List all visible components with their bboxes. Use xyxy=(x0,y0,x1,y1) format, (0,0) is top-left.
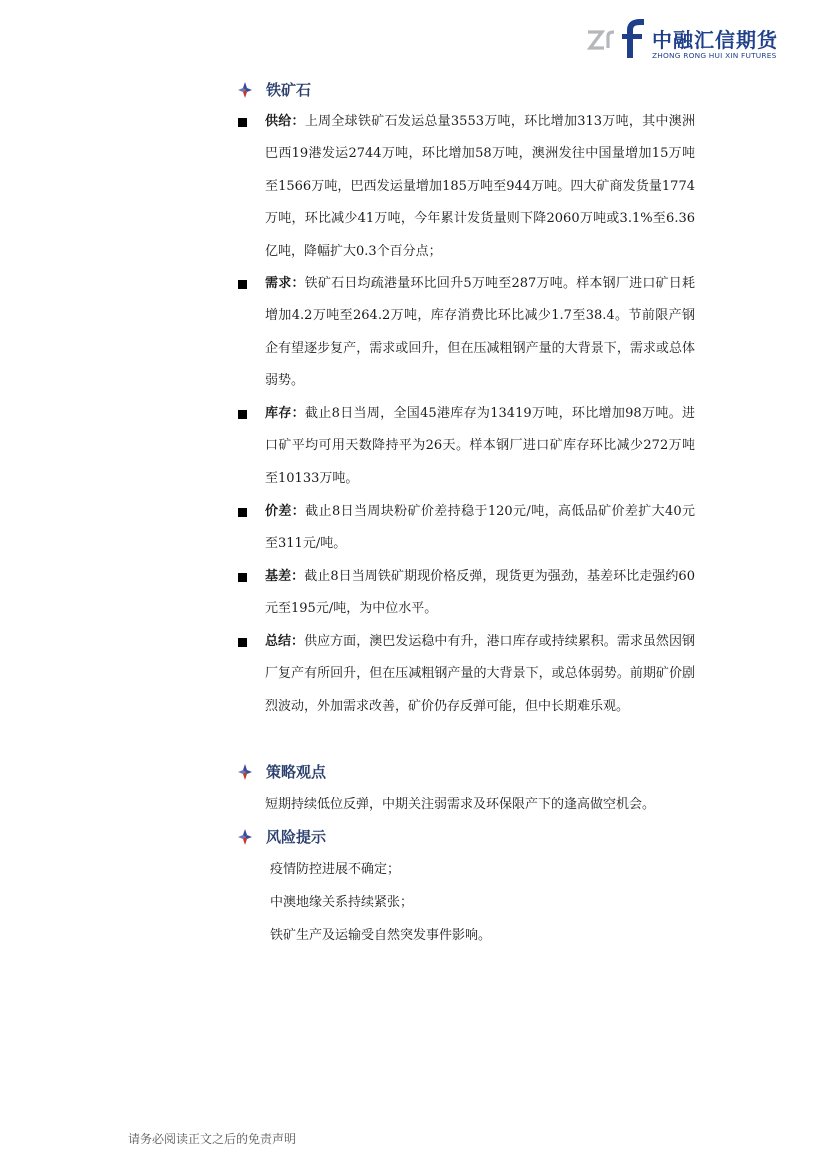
paragraph-basis: 基差：截止8日当周铁矿期现价格反弹，现货更为强劲，基差环比走强约60元至195元/吨，为中位水平。 xyxy=(265,569,695,617)
risk-item: 铁矿生产及运输受自然突发事件影响。 xyxy=(270,928,492,943)
square-bullet-icon xyxy=(238,508,247,517)
diamond-bullet-icon xyxy=(238,82,252,98)
footer-disclaimer: 请务必阅读正文之后的免责声明 xyxy=(128,1132,297,1146)
paragraph-spread: 价差：截止8日当周块粉矿价差持稳于120元/吨，高低品矿价差扩大40元至311元/吨。 xyxy=(265,504,695,552)
paragraph-demand: 需求：铁矿石日均疏港量环比回升5万吨至287万吨。样本钢厂进口矿日耗增加4.2万吨至264.2万吨，库存消费比环比减少1.7至38.4。节前限产钢企有望逐步复产，需求或回升，但在压减粗钢产量的大背景下，需求或总体弱势。 xyxy=(265,276,695,389)
risk-item: 中澳地缘关系持续紧张； xyxy=(270,895,414,910)
diamond-bullet-icon xyxy=(238,829,252,845)
square-bullet-icon xyxy=(238,118,247,127)
logo-chinese-name: 中融汇信期货 xyxy=(652,28,778,52)
risk-item: 疫情防控进展不确定； xyxy=(270,862,401,877)
zrf-logo-icon xyxy=(586,18,650,64)
paragraph-supply: 供给：上周全球铁矿石发运总量3553万吨，环比增加313万吨，其中澳洲巴西19港发运2744万吨，环比增加58万吨，澳洲发往中国量增加15万吨至1566万吨，巴西发运量增加185万吨至944万吨。四大矿商发货量1774万吨，环比减少41万吨，今年累计发货量则下降2060万吨或3.1%至6.36亿吨，降幅扩大0.3个百分点； xyxy=(265,114,695,259)
square-bullet-icon xyxy=(238,573,247,582)
strategy-text: 短期持续低位反弹，中期关注弱需求及环保限产下的逢高做空机会。 xyxy=(265,797,656,812)
paragraph-summary: 总结：供应方面，澳巴发运稳中有升，港口库存或持续累积。需求虽然因钢厂复产有所回升，但在压减粗钢产量的大背景下，或总体弱势。前期矿价剧烈波动，外加需求改善，矿价仍存反弹可能，但中长期难乐观。 xyxy=(265,634,695,714)
square-bullet-icon xyxy=(238,280,247,289)
square-bullet-icon xyxy=(238,410,247,419)
paragraph-inventory: 库存：截止8日当周，全国45港库存为13419万吨，环比增加98万吨。进口矿平均可用天数降持平为26天。样本钢厂进口矿库存环比减少272万吨至10133万吨。 xyxy=(265,406,695,486)
diamond-bullet-icon xyxy=(238,764,252,780)
square-bullet-icon xyxy=(238,638,247,647)
logo-english-name: ZHONG RONG HUI XIN FUTURES xyxy=(652,51,777,60)
company-logo xyxy=(586,18,776,64)
